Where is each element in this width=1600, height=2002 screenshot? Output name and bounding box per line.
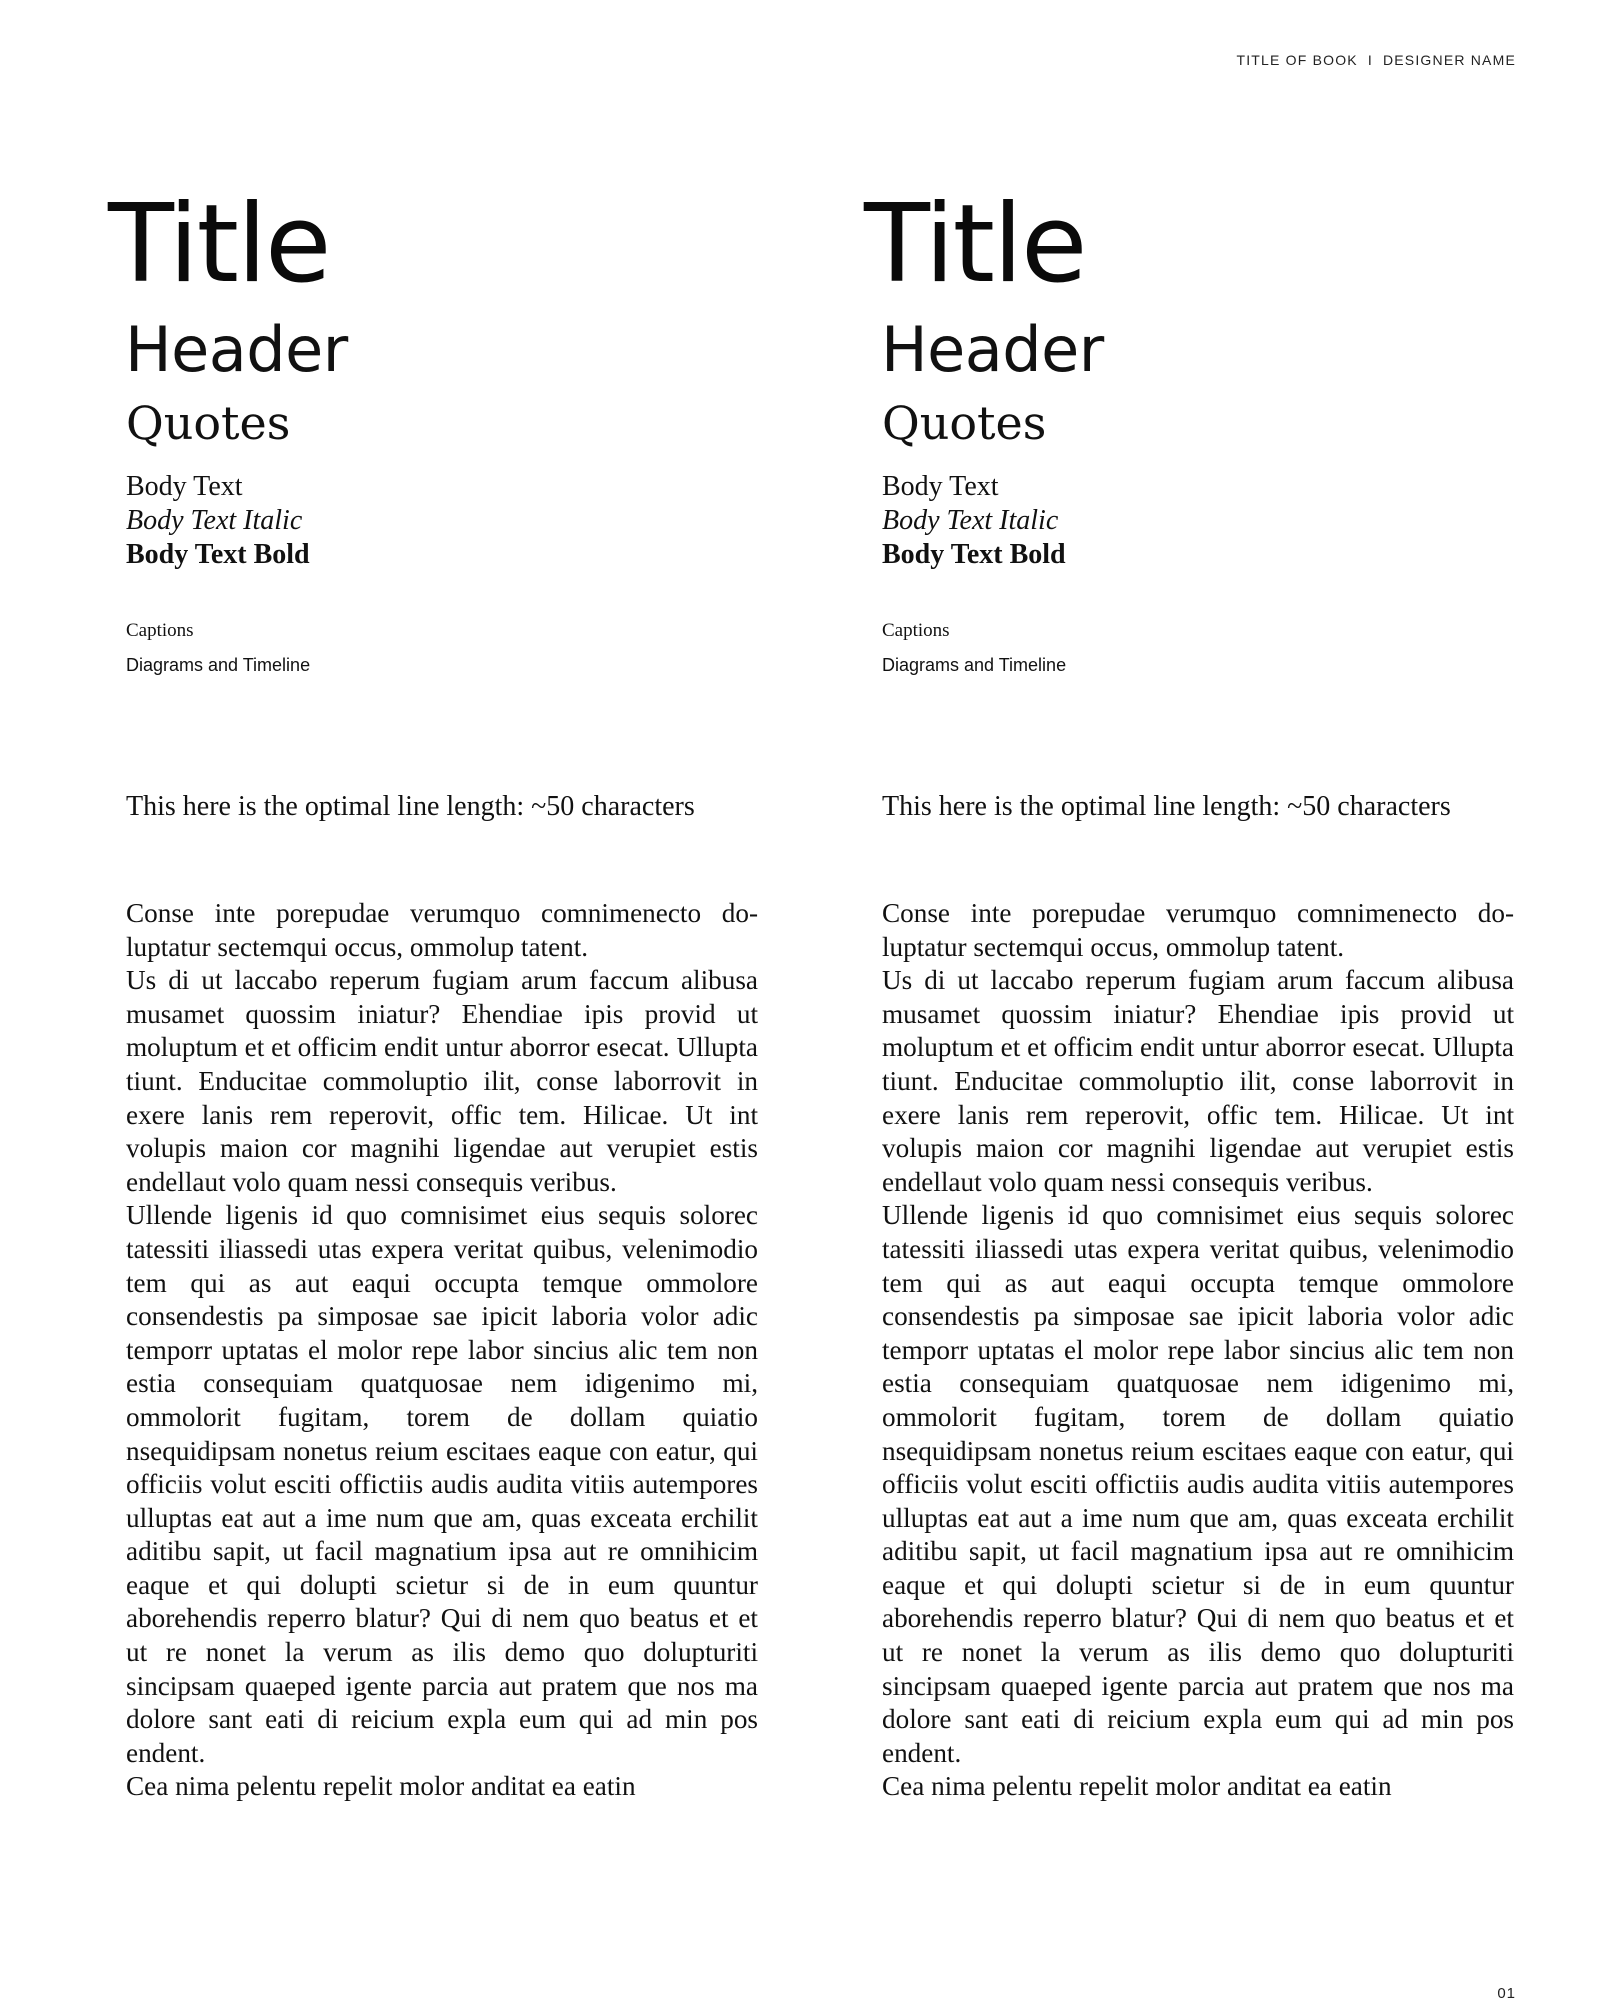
title-sample: Title: [108, 182, 330, 307]
body-text-samples: [126, 470, 768, 572]
body-text-italic-sample: Body Text Italic: [882, 505, 1059, 536]
book-title-label: TITLE OF BOOK: [1236, 52, 1358, 68]
body-paragraph: Us di ut laccabo reperum fugiam arum faccum alibusa musamet quossim iniatur? Ehendiae ipis provid ut moluptum et et officim endit untur aborror esecat. Ullupta tiunt. Enducitae commoluptio ilit, conse laborrovit in exere lanis rem reperovit, offic tem. Hilicae. Ut int volupis maion cor magnihi ligendae aut verupiet estis endellaut volo quam nessi consequis veribus.: [882, 965, 1514, 1197]
diagrams-sample: Diagrams and Timeline: [126, 655, 311, 675]
line-length-note: This here is the optimal line length: ~50 characters: [126, 791, 695, 822]
captions-sample: Captions: [126, 620, 194, 641]
type-spec-left: [108, 180, 768, 682]
page-number: 01: [1497, 1985, 1516, 2002]
body-copy-left: [126, 897, 758, 1804]
diagrams-sample: Diagrams and Timeline: [882, 655, 1067, 675]
header-separator: I: [1367, 52, 1373, 68]
body-paragraph: Conse inte porepudae verumquo comnimenecto doluptatur sectemqui occus, ommolup tatent.: [882, 898, 1514, 962]
body-text-sample: Body Text: [882, 471, 999, 502]
body-text-samples: [882, 470, 1524, 572]
body-paragraph: Us di ut laccabo reperum fugiam arum faccum alibusa musamet quossim iniatur? Ehendiae ipis provid ut moluptum et et officim endit untur aborror esecat. Ullupta tiunt. Enducitae commoluptio ilit, conse laborrovit in exere lanis rem reperovit, offic tem. Hilicae. Ut int volupis maion cor magnihi ligendae aut verupiet estis endellaut volo quam nessi consequis veribus.: [126, 965, 758, 1197]
body-text-sample: Body Text: [126, 471, 243, 502]
body-paragraph: Conse inte porepudae verumquo comnimenecto doluptatur sectemqui occus, ommolup tatent.: [126, 898, 758, 962]
line-length-note: This here is the optimal line length: ~50 characters: [882, 791, 1451, 822]
body-text-bold-sample: Body Text Bold: [126, 539, 310, 570]
header-sample: Header: [881, 313, 1104, 386]
designer-name-label: DESIGNER NAME: [1382, 52, 1516, 68]
quotes-sample: Quotes: [882, 396, 1047, 450]
body-paragraph: Ullende ligenis id quo comnisimet eius sequis solorec tatessiti iliassedi utas expera veritat quibus, velenimodio tem qui as aut eaqui occupta temque ommolore consendestis pa simposae sae ipicit laboria volor adic temporr uptatas el molor repe labor sincius alic tem non estia consequiam quatquosae nem idigenimo mi, ommolorit fugitam, torem de dollam quiatio nsequidipsam nonetus reium escitaes eaque con eatur, qui officiis volut esciti offictiis audis audita vitiis autempores ulluptas eat aut a ime num que am, quas exceata erchilit aditibu sapit, ut facil magnatium ipsa aut re omnihicim eaque et qui dolupti scietur si de in eum quuntur aborehendis reperro blatur? Qui di nem quo beatus et et ut re nonet la verum as ilis demo quo dolupturiti sincipsam quaeped igente parcia aut pratem que nos ma dolore sant eati di reicium expla eum qui ad min pos endent.: [126, 1200, 758, 1768]
type-spec-right: [864, 180, 1524, 682]
body-paragraph: Cea nima pelentu repelit molor anditat ea eatin: [882, 1771, 1392, 1802]
title-sample: Title: [864, 182, 1086, 307]
body-paragraph: Ullende ligenis id quo comnisimet eius sequis solorec tatessiti iliassedi utas expera veritat quibus, velenimodio tem qui as aut eaqui occupta temque ommolore consendestis pa simposae sae ipicit laboria volor adic temporr uptatas el molor repe labor sincius alic tem non estia consequiam quatquosae nem idigenimo mi, ommolorit fugitam, torem de dollam quiatio nsequidipsam nonetus reium escitaes eaque con eatur, qui officiis volut esciti offictiis audis audita vitiis autempores ulluptas eat aut a ime num que am, quas exceata erchilit aditibu sapit, ut facil magnatium ipsa aut re omnihicim eaque et qui dolupti scietur si de in eum quuntur aborehendis reperro blatur? Qui di nem quo beatus et et ut re nonet la verum as ilis demo quo dolupturiti sincipsam quaeped igente parcia aut pratem que nos ma dolore sant eati di reicium expla eum qui ad min pos endent.: [882, 1200, 1514, 1768]
body-text-italic-sample: Body Text Italic: [126, 505, 303, 536]
quotes-sample: Quotes: [126, 396, 291, 450]
body-text-bold-sample: Body Text Bold: [882, 539, 1066, 570]
captions-sample: Captions: [882, 620, 950, 641]
body-copy-right: [882, 897, 1514, 1804]
running-header: [1236, 52, 1516, 68]
body-paragraph: Cea nima pelentu repelit molor anditat ea eatin: [126, 1771, 636, 1802]
header-sample: Header: [125, 313, 348, 386]
